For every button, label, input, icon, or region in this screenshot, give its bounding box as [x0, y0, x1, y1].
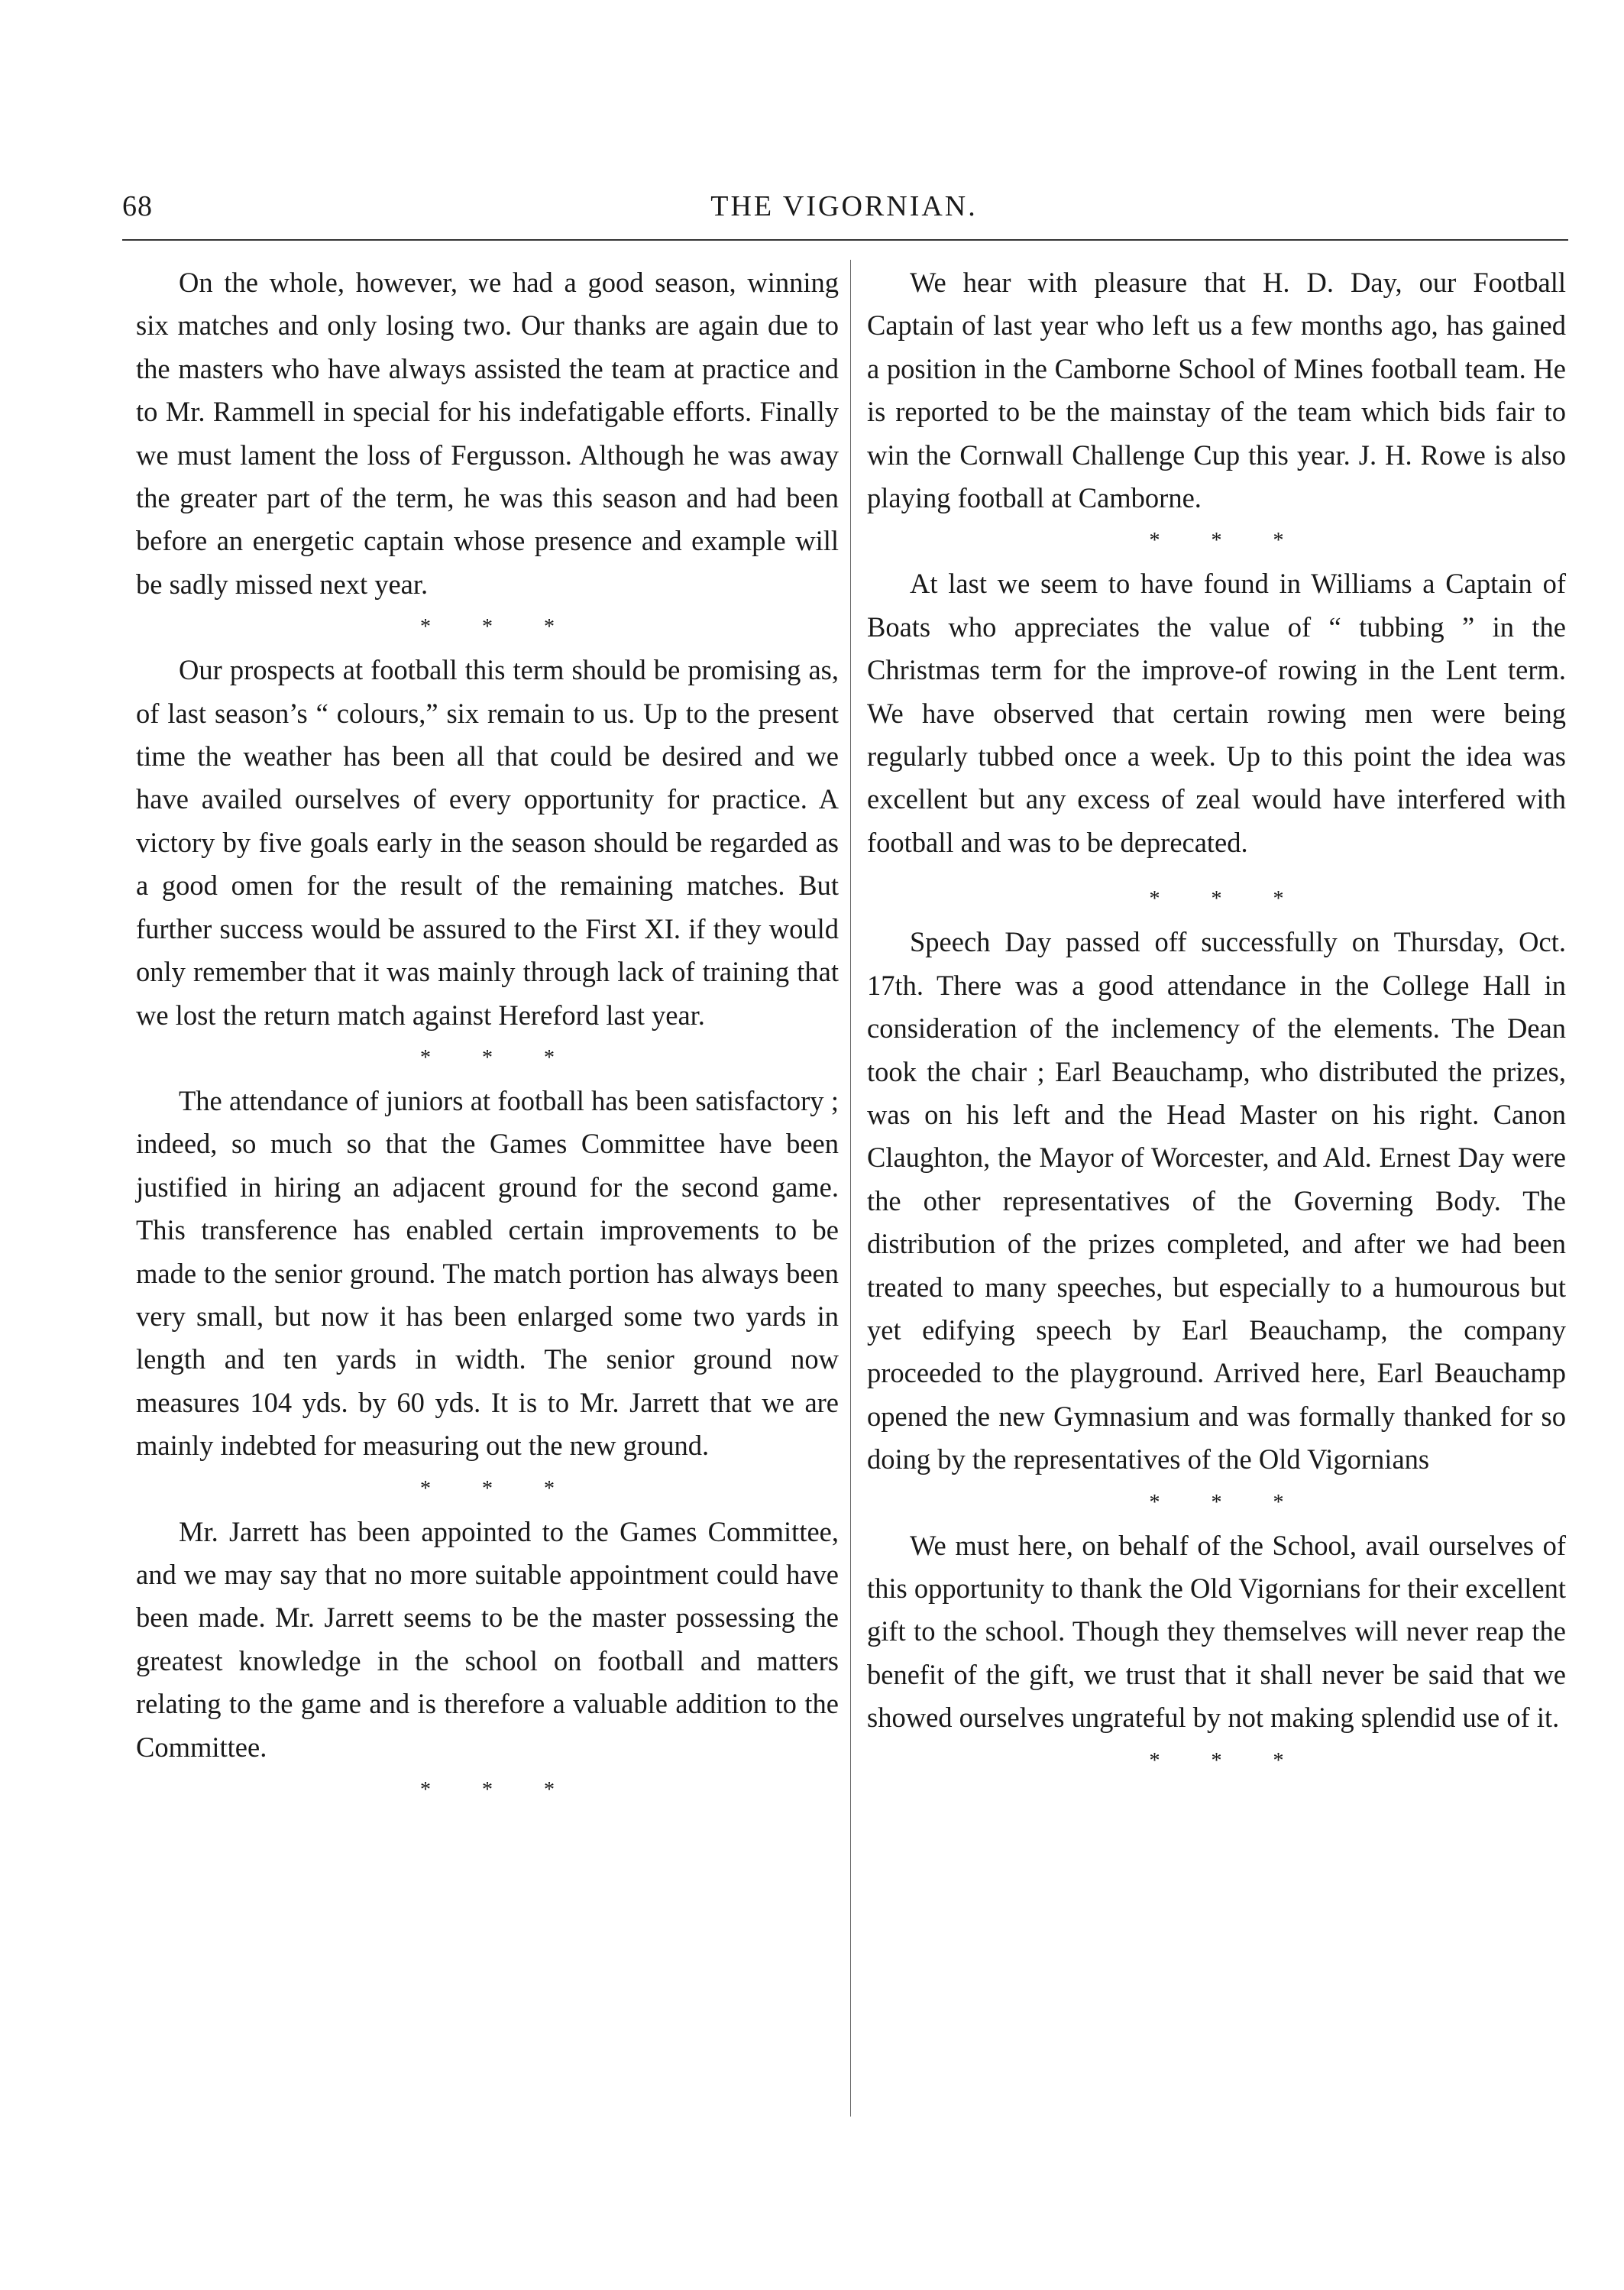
section-separator: * * *	[1149, 887, 1284, 912]
section-separator: * * *	[420, 1045, 555, 1070]
section-separator: * * *	[420, 615, 555, 640]
paragraph: We must here, on behalf of the School, avail ourselves of this opportunity to thank the Old Vigornians for their excellent gift to the school. Though they themselves will never reap the benefit of the gift, we trust that it shall never be said that we showed ourselves ungrateful by not making splendid use of it.	[867, 1529, 1566, 1734]
paragraph: On the whole, however, we had a good season, winning six matches and only losing two. Our thanks are again due to the masters who have always assisted the team at practice and to Mr. Rammell in special for his indefatigable efforts. Finally we must lament the loss of Fergusson. Although he was away the greater part of the term, he was this season and had been before an energetic captain whose presence and example will be sadly missed next year.	[136, 267, 839, 600]
section-separator: * * *	[1149, 529, 1284, 553]
section-separator: * * *	[1149, 1490, 1284, 1514]
paragraph: Mr. Jarrett has been appointed to the Games Committee, and we may say that no more suitable appointment could have been made. Mr. Jarrett seems to be the master possessing the greatest knowledge in the school on football and matters relating to the game and is therefore a valuable addition to the Committee.	[136, 1515, 839, 1763]
right-column	[867, 261, 1566, 1783]
column-divider	[850, 260, 851, 2117]
paragraph: The attendance of juniors at football has been satisfactory ; indeed, so much so that the Games Committee have been justified in hiring an adjacent ground for the second game. This transference has enabled certain improvements to be made to the senior ground. The match portion has always been very small, but now it has been enlarged some two yards in length and ten yards in width. The senior ground now measures 104 yds. by 60 yds. It is to Mr. Jarrett that we are mainly indebted for measuring out the new ground.	[136, 1084, 839, 1462]
paragraph: We hear with pleasure that H. D. Day, our Football Captain of last year who left us a few months ago, has gained a position in the Camborne School of Mines football team. He is reported to be the mainstay of the team which bids fair to win the Cornwall Challenge Cup this year. J. H. Rowe is also playing football at Camborne.	[867, 267, 1566, 514]
section-separator: * * *	[420, 1476, 555, 1501]
left-column	[136, 261, 839, 1812]
header-rule	[122, 239, 1568, 241]
spacer	[867, 864, 1566, 878]
paragraph: At last we seem to have found in Williams a Captain of Boats who appreciates the value of “ tubbing ” in the Christmas term for the improve-of rowing in the Lent term. We have observed that certain rowing men were being regularly tubbed once a week. Up to this point the idea was excellent but any excess of zeal would have interfered with football and was to be deprecated.	[867, 568, 1566, 858]
section-separator: * * *	[1149, 1748, 1284, 1773]
section-separator: * * *	[420, 1778, 555, 1802]
page-header	[122, 189, 1566, 235]
running-title: THE VIGORNIAN.	[710, 190, 978, 222]
paragraph: Speech Day passed off successfully on Thursday, Oct. 17th. There was a good attendance in the College Hall in consideration of the inclemency of the elements. The Dean took the chair ; Earl Beauchamp, who distributed the prizes, was on his left and the Head Master on his right. Canon Claughton, the Mayor of Worcester, and Ald. Ernest Day were the other representatives of the Governing Body. The distribution of the prizes completed, and after we had been treated to many speeches, but especially to a humourous but yet edifying speech by Earl Beauchamp, the company proceeded to the playground. Arrived here, Earl Beauchamp opened the new Gymnasium and was formally thanked for so doing by the representatives of the Old Vigornians	[867, 926, 1566, 1475]
page-number: 68	[122, 190, 153, 222]
paragraph: Our prospects at football this term should be promising as, of last season’s “ colours,” six remain to us. Up to the present time the weather has been all that could be desired and we have availed ourselves of every opportunity for practice. A victory by five goals early in the season should be regarded as a good omen for the result of the remaining matches. But further success would be assured to the First XI. if they would only remember that it was mainly through lack of training that we lost the return match against Hereford last year.	[136, 654, 839, 1031]
